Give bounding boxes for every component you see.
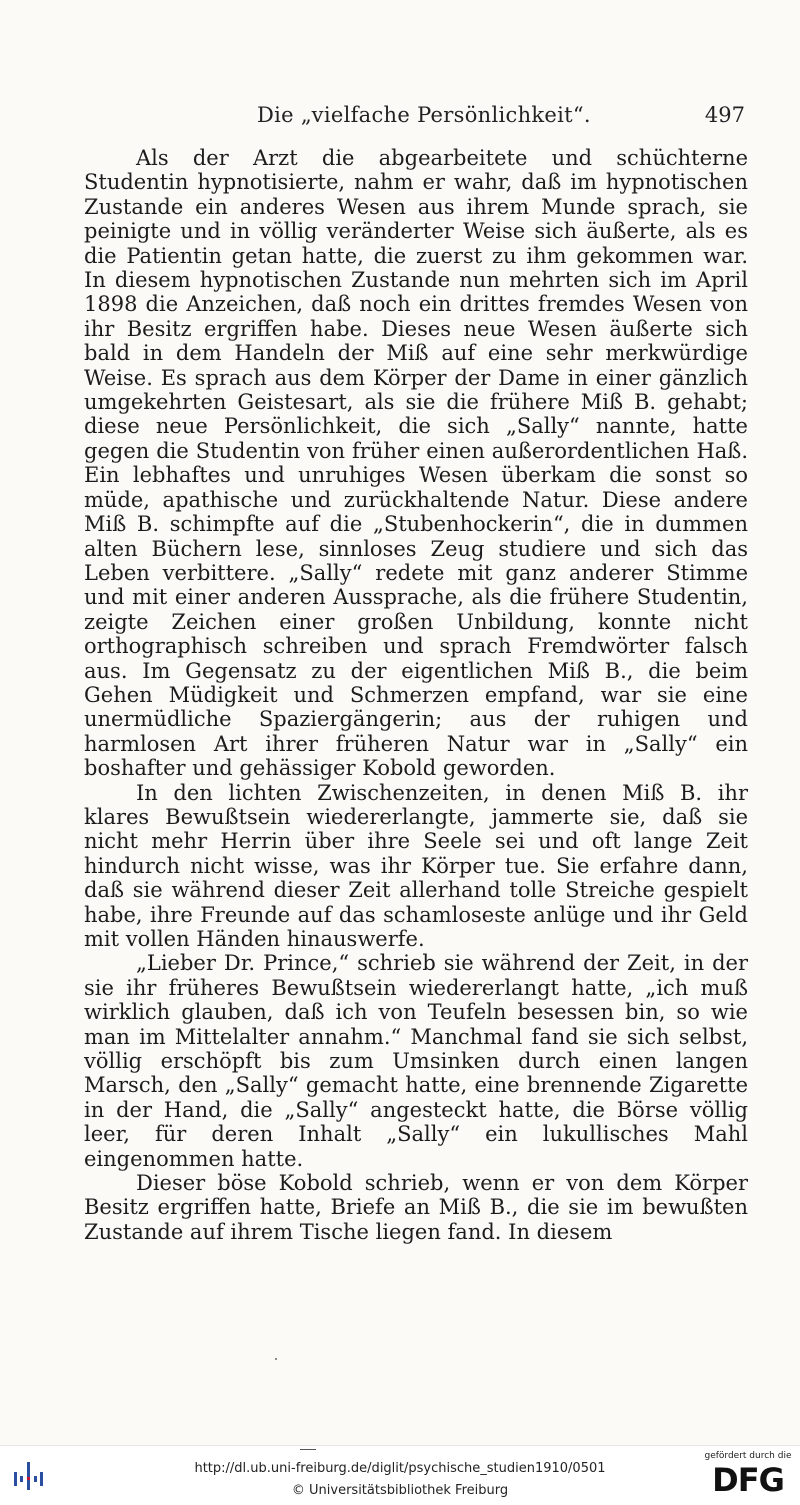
scan-speck	[275, 1358, 277, 1360]
source-url[interactable]: http://dl.ub.uni-freiburg.de/diglit/psychische_studien1910/0501	[194, 1461, 606, 1476]
running-title: Die „vielfache Persönlichkeit“.	[257, 103, 591, 127]
paragraph-2: In den lichten Zwischenzeiten, in denen Miß B. ihr klares Bewußtsein wiedererlangte, jammerte sie, daß sie nicht mehr Herrin über ihre Seele sei und oft lange Zeit hindurch nicht wisse, was ihr Körper tue. Sie erfahre dann, daß sie während dieser Zeit allerhand tolle Streiche gespielt habe, ihre Freunde auf das schamloseste anlüge und ihr Geld mit vollen Händen hinauswerfe.	[84, 780, 748, 951]
running-header	[85, 103, 745, 133]
copyright-notice: © Universitätsbibliothek Freiburg	[291, 1483, 509, 1498]
dfg-wordmark: DFG	[712, 1461, 784, 1499]
paragraph-3: „Lieber Dr. Prince,“ schrieb sie während der Zeit, in der sie ihr früheres Bewußtsein wiedererlangt hatte, „ich muß wirklich glauben, daß ich von Teufeln besessen bin, so wie man im Mittelalter annahm.“ Manchmal fand sie sich selbst, völlig erschöpft bis zum Umsinken durch einen langen Marsch, den „Sally“ gemacht hatte, eine brennende Zigarette in der Hand, die „Sally“ angesteckt hatte, die Börse völlig leer, für deren Inhalt „Sally“ ein lukullisches Mahl eingenommen hatte.	[84, 951, 748, 1171]
paragraph-1: Als der Arzt die abgearbeitete und schüchterne Studentin hypnotisierte, nahm er wahr, daß im hypnotischen Zustande ein anderes Wesen aus ihrem Munde sprach, sie peinigte und in völlig veränderter Weise sich äußerte, als es die Patientin getan hatte, die zuerst zu ihm gekommen war. In diesem hypnotischen Zustande nun mehrten sich im April 1898 die Anzeichen, daß noch ein drittes fremdes Wesen von ihr Besitz ergriffen habe. Dieses neue Wesen äußerte sich bald in dem Handeln der Miß auf eine sehr merkwürdige Weise. Es sprach aus dem Körper der Dame in einer gänzlich umgekehrten Geistesart, als sie die frühere Miß B. gehabt; diese neue Persönlichkeit, die sich „Sally“ nannte, hatte gegen die Studentin von früher einen außerordentlichen Haß. Ein lebhaftes und unruhiges Wesen überkam die sonst so müde, apathische und zurückhaltende Natur. Diese andere Miß B. schimpfte auf die „Stubenhockerin“, die in dummen alten Büchern lese, sinnloses Zeug studiere und sich das Leben verbittere. „Sally“ redete mit ganz anderer Stimme und mit einer anderen Aussprache, als die frühere Studentin, zeigte Zeichen einer großen Unbildung, konnte nicht orthographisch schreiben und sprach Fremdwörter falsch aus. Im Gegensatz zu der eigentlichen Miß B., die beim Gehen Müdigkeit und Schmerzen empfand, war sie eine unermüdliche Spaziergängerin; aus der ruhigen und harmlosen Art ihrer früheren Natur war in „Sally“ ein boshafter und gehässiger Kobold geworden.	[84, 146, 748, 781]
body-text	[84, 146, 748, 1244]
paragraph-4: Dieser böse Kobold schrieb, wenn er von dem Körper Besitz ergriffen hatte, Briefe an Miß B., die sie im bewußten Zustande auf ihrem Tische liegen fand. In diesem	[84, 1171, 748, 1244]
viewer-footer	[0, 1445, 800, 1505]
dfg-funding-caption: gefördert durch die	[704, 1451, 792, 1461]
footer-divider	[300, 1449, 316, 1450]
page-number: 497	[704, 103, 745, 127]
dfg-logo	[702, 1450, 794, 1502]
